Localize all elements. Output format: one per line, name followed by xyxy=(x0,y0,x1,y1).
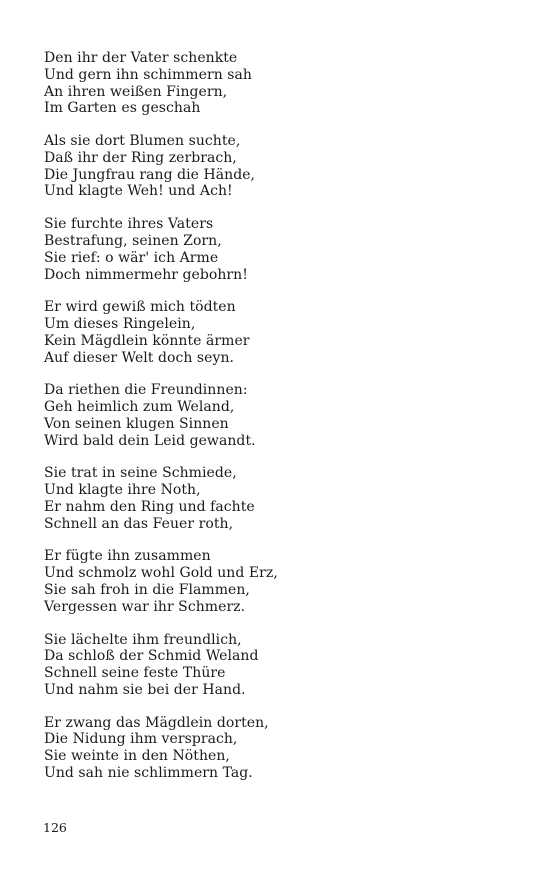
verse-line: Daß ihr der Ring zerbrach, xyxy=(44,149,237,166)
stanza-3 xyxy=(44,216,504,283)
verse-line: Und nahm sie bei der Hand. xyxy=(44,681,246,698)
verse-line: Wird bald dein Leid gewandt. xyxy=(44,432,256,449)
verse-line: Und klagte ihre Noth, xyxy=(44,482,201,499)
stanza-1 xyxy=(44,50,504,117)
verse-line: Und schmolz wohl Gold und Erz, xyxy=(44,565,278,582)
verse-line: Sie sah froh in die Flammen, xyxy=(44,582,250,599)
verse-line: Vergessen war ihr Schmerz. xyxy=(44,598,246,615)
stanza-5 xyxy=(44,382,504,449)
stanza-8 xyxy=(44,632,504,699)
verse-line: Bestrafung, seinen Zorn, xyxy=(44,232,222,249)
verse-line: Sie furchte ihres Vaters xyxy=(44,216,214,233)
verse-line: Um dieses Ringelein, xyxy=(44,316,196,333)
verse-line: Die Nidung ihm versprach, xyxy=(44,731,238,748)
verse-line: Und gern ihn schimmern sah xyxy=(44,66,252,83)
verse-line: An ihren weißen Fingern, xyxy=(44,83,228,100)
verse-line: Von seinen klugen Sinnen xyxy=(44,415,229,432)
stanza-6 xyxy=(44,465,504,532)
verse-line: Er nahm den Ring und fachte xyxy=(44,498,255,515)
verse-line: Auf dieser Welt doch seyn. xyxy=(44,349,235,366)
verse-line: Er zwang das Mägdlein dorten, xyxy=(44,714,269,731)
verse-line: Sie weinte in den Nöthen, xyxy=(44,748,230,765)
verse-line: Sie trat in seine Schmiede, xyxy=(44,465,237,482)
verse-line: Er wird gewiß mich tödten xyxy=(44,299,236,316)
verse-line: Da schloß der Schmid Weland xyxy=(44,648,259,665)
verse-line: Da riethen die Freundinnen: xyxy=(44,382,248,399)
verse-line: Als sie dort Blumen suchte, xyxy=(44,133,241,150)
stanza-9 xyxy=(44,715,504,782)
verse-line: Und klagte Weh! und Ach! xyxy=(44,183,233,200)
verse-line: Sie rief: o wär' ich Arme xyxy=(44,249,219,266)
verse-line: Schnell an das Feuer roth, xyxy=(44,515,234,532)
verse-line: Sie lächelte ihm freundlich, xyxy=(44,631,242,648)
verse-line: Schnell seine feste Thüre xyxy=(44,665,226,682)
verse-line: Den ihr der Vater schenkte xyxy=(44,50,238,66)
verse-line: Im Garten es geschah xyxy=(44,100,201,117)
stanza-2 xyxy=(44,133,504,200)
verse-line: Und sah nie schlimmern Tag. xyxy=(44,765,253,782)
stanza-7 xyxy=(44,548,504,615)
page-number: 126 xyxy=(43,820,67,835)
verse-line: Die Jungfrau rang die Hände, xyxy=(44,166,256,183)
verse-line: Kein Mägdlein könnte ärmer xyxy=(44,332,250,349)
stanza-4 xyxy=(44,299,504,366)
verse-line: Geh heimlich zum Weland, xyxy=(44,399,235,416)
verse-line: Er fügte ihn zusammen xyxy=(44,548,211,565)
poem-body xyxy=(44,50,504,798)
verse-line: Doch nimmermehr gebohrn! xyxy=(44,266,248,283)
